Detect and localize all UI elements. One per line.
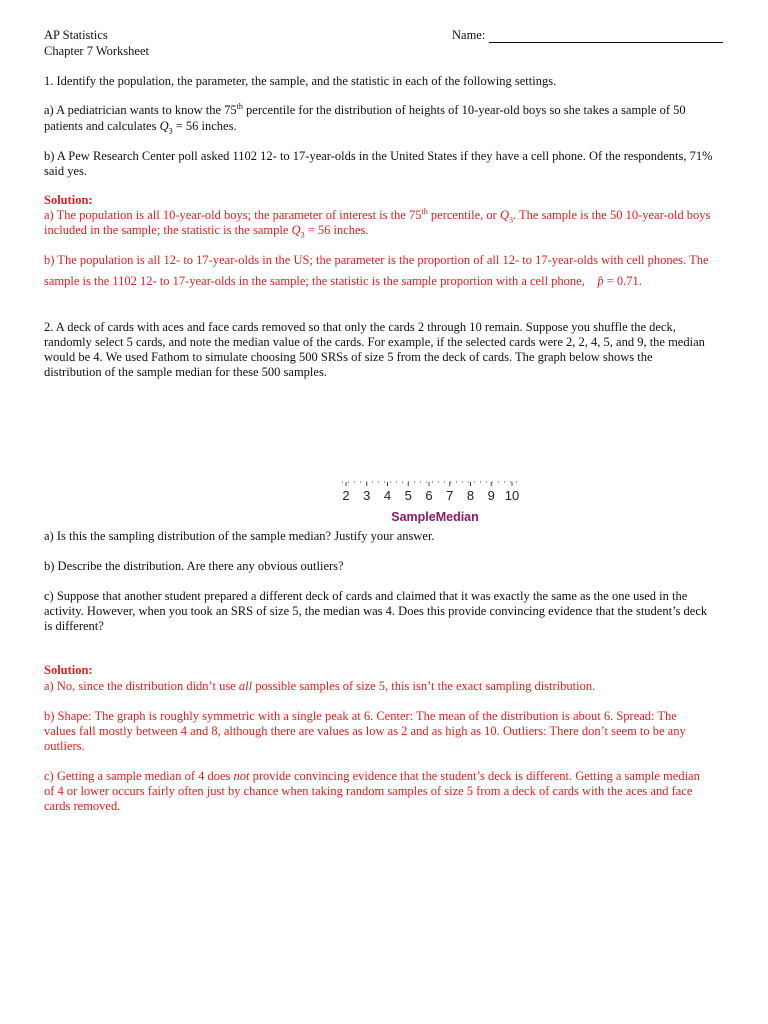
p-hat-symbol: p̂ xyxy=(597,274,604,288)
chart-tick-label-10: 10 xyxy=(504,488,520,503)
chart-tick-label-4: 4 xyxy=(383,488,392,503)
chart-tick-label-8: 8 xyxy=(466,488,475,503)
q2b-question: b) Describe the distribution. Are there any obvious outliers? xyxy=(44,559,344,573)
q1b-line2: said yes. xyxy=(44,164,88,178)
q2c-line3: is different? xyxy=(44,619,104,633)
chart-tick-label-5: 5 xyxy=(404,488,412,503)
chart-tick-label-6: 6 xyxy=(425,488,433,503)
q2-sol-b-line3: outliers. xyxy=(44,739,85,753)
q1b-line1: b) A Pew Research Center poll asked 1102 12- to 17-year-olds in the United States if they have a cell phone. Of the respondents, 71% xyxy=(44,149,713,163)
q2-sol-b-line1: b) Shape: The graph is roughly symmetric with a single peak at 6. Center: The mean of the distribution is about 6. Spread: The xyxy=(44,709,677,723)
q2-solution-label: Solution: xyxy=(44,663,93,677)
chart-axis-svg xyxy=(340,474,530,506)
q2-sol-a: a) No, since the distribution didn’t use all possible samples of size 5, this isn’t the exact sampling distribution. xyxy=(44,679,596,693)
q1-prompt: 1. Identify the population, the parameter, the sample, and the statistic in each of the following settings. xyxy=(44,74,557,88)
q2-line4: distribution of the sample median for these 500 samples. xyxy=(44,365,327,379)
q2-sol-c-line3: cards removed. xyxy=(44,799,121,813)
name-field xyxy=(452,28,723,43)
chart-tick-label-3: 3 xyxy=(363,488,371,503)
q2-line1: 2. A deck of cards with aces and face cards removed so that only the cards 2 through 10 remain. Suppose you shuffle the deck, xyxy=(44,320,676,334)
q2-sol-c-line1: c) Getting a sample median of 4 does not provide convincing evidence that the student’s deck is different. Getting a sample median xyxy=(44,769,700,783)
q2-sol-c-line2: of 4 or lower occurs fairly often just by chance when taking random samples of size 5 from a deck of cards with the aces and face xyxy=(44,784,693,798)
q1-sol-a-line2: included in the sample; the statistic is the sample $Q_3 = 56$ inches. xyxy=(44,223,369,240)
name-label: Name: xyxy=(452,28,486,42)
q2-line2: randomly select 5 cards, and note the median value of the cards. For example, if the selected cards were 2, 2, 4, 5, and 9, the median xyxy=(44,335,705,349)
q1-sol-b-line1: b) The population is all 12- to 17-year-olds in the US; the parameter is the proportion of all 12- to 17-year-olds with cell phones. The xyxy=(44,253,709,267)
q2a-question: a) Is this the sampling distribution of the sample median? Justify your answer. xyxy=(44,529,435,543)
q1a-line1: a) A pediatrician wants to know the 75th percentile for the distribution of heights of 10-year-old boys so she takes a sample of 50 xyxy=(44,101,686,117)
chart-tick-label-7: 7 xyxy=(446,488,454,503)
q2-sol-b-line2: values fall mostly between 4 and 8, although there are values as low as 2 and as high as 10. Outliers: There don’t seem to be any xyxy=(44,724,686,738)
sample-median-chart xyxy=(340,474,530,524)
q2c-line2: activity. However, when you took an SRS of size 5, the median was 4. Does this provide convincing evidence that the student’s deck xyxy=(44,604,708,618)
course-title: AP Statistics xyxy=(44,28,108,42)
q1-sol-b-line2: sample is the 1102 12- to 17-year-olds in the sample; the statistic is the sample proportion with a cell phone, p̂ = 0.71. xyxy=(44,274,642,288)
q2-line3: would be 4. We used Fathom to simulate choosing 500 SRSs of size 5 from the deck of cards. The graph below shows the xyxy=(44,350,653,364)
worksheet-title: Chapter 7 Worksheet xyxy=(44,44,149,58)
chart-tick-label-2: 2 xyxy=(342,488,350,503)
chart-xlabel: SampleMedian xyxy=(391,510,479,524)
chart-tick-label-9: 9 xyxy=(487,488,495,503)
q1-sol-a-line1: a) The population is all 10-year-old boys; the parameter of interest is the 75th percentile, or $Q_3$. The sample is the 50 10-year-old boys xyxy=(44,206,711,225)
q2c-line1: c) Suppose that another student prepared a different deck of cards and claimed that it was exactly the same as the one used in the xyxy=(44,589,688,603)
q1a-line2: patients and calculates $Q_3 = 56$ inches. xyxy=(44,119,237,136)
name-blank xyxy=(489,30,723,43)
q1-solution-label: Solution: xyxy=(44,193,93,207)
